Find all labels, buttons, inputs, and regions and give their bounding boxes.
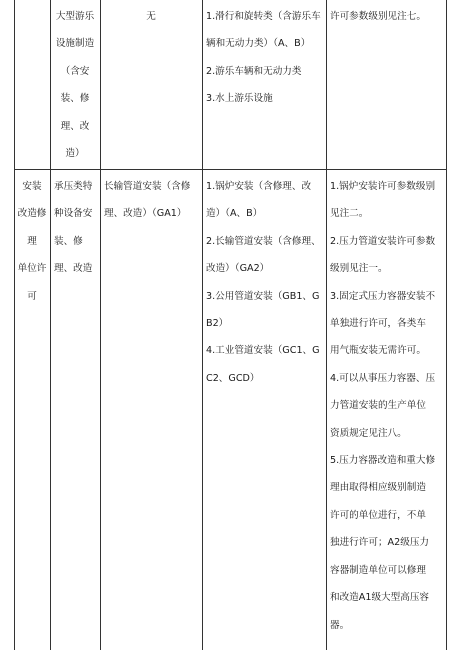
cell-line: 许可参数级别见注七。	[330, 11, 426, 22]
cell-line: 辆和无动力类）（A、B）	[206, 38, 311, 50]
row2-notes-cell	[330, 173, 446, 639]
cell-line: 4.工业管道安装（GC1、G	[206, 345, 320, 357]
cell-line: 1.滑行和旋转类（含游乐车	[206, 11, 321, 22]
row2-category-cell	[54, 173, 100, 283]
cell-line: 力管道安装的生产单位	[330, 400, 426, 412]
row-border	[14, 169, 447, 170]
cell-line: 2.长输管道安装（含修理、	[206, 235, 321, 247]
cell-line: 安装	[22, 181, 42, 192]
cell-line: 3.固定式压力容器安装不	[330, 290, 436, 302]
cell-line: 装、修	[60, 93, 90, 105]
cell-line: 承压类特	[54, 181, 93, 192]
cell-line: 单独进行许可，各类车	[330, 318, 426, 330]
cell-line: 无	[146, 11, 156, 22]
row1-subcategory-cell	[100, 3, 202, 30]
cell-line: 理、改造）（GA1）	[104, 208, 187, 220]
cell-line: 装、修	[54, 235, 83, 247]
row2-license-type-cell	[14, 173, 50, 310]
cell-line: 资质规定见注八。	[330, 427, 407, 439]
cell-line: （含安	[60, 65, 90, 77]
cell-line: 种设备安	[54, 208, 93, 220]
row1-scope-cell	[206, 3, 326, 113]
cell-line: 许可的单位进行，不单	[330, 509, 426, 521]
cell-line: 理	[27, 235, 37, 247]
cell-line: 用气瓶安装无需许可。	[330, 345, 426, 357]
cell-line: 1.锅炉安装（含修理、改	[206, 181, 312, 192]
cell-line: 3.水上游乐设施	[206, 93, 273, 105]
column-border	[326, 0, 327, 650]
cell-line: 见注二。	[330, 208, 369, 220]
cell-line: 大型游乐	[55, 11, 95, 22]
cell-line: 2.压力管道安装许可参数	[330, 235, 436, 247]
cell-line: 改造修	[17, 208, 47, 220]
cell-line: 改造）（GA2）	[206, 263, 270, 275]
cell-line: 可	[27, 290, 37, 302]
cell-line: B2）	[206, 318, 229, 330]
cell-line: 4.可以从事压力容器、压	[330, 372, 436, 384]
cell-line: 造）（A、B）	[206, 208, 263, 220]
cell-line: 和改造A1级大型高压容	[330, 592, 430, 604]
cell-line: 理由取得相应级别制造	[330, 482, 426, 494]
row1-notes-cell	[330, 3, 446, 30]
row2-subcategory-cell	[104, 173, 202, 228]
cell-line: 1.锅炉安装许可参数级别	[330, 181, 436, 192]
column-border	[14, 0, 15, 650]
cell-line: 造）	[65, 148, 85, 160]
cell-line: 器。	[330, 619, 350, 631]
column-border	[100, 0, 101, 650]
cell-line: 独进行许可；A2级压力	[330, 537, 430, 549]
cell-line: 长输管道安装（含修	[104, 181, 191, 192]
cell-line: 容器制造单位可以修理	[330, 564, 426, 576]
row1-category-cell	[50, 3, 100, 167]
cell-line: 2.游乐车辆和无动力类	[206, 65, 302, 77]
cell-line: 单位许	[17, 263, 47, 275]
cell-line: 3.公用管道安装（GB1、G	[206, 290, 320, 302]
cell-line: 设施制造	[55, 38, 95, 50]
cell-line: 理、改	[60, 120, 90, 132]
column-border	[202, 0, 203, 650]
cell-line: 5.压力容器改造和重大修	[330, 455, 436, 467]
cell-line: 理、改造	[54, 263, 93, 275]
cell-line: 级别见注一。	[330, 263, 388, 275]
cell-line: C2、GCD）	[206, 372, 260, 384]
row2-scope-cell	[206, 173, 326, 392]
column-border	[446, 0, 447, 650]
